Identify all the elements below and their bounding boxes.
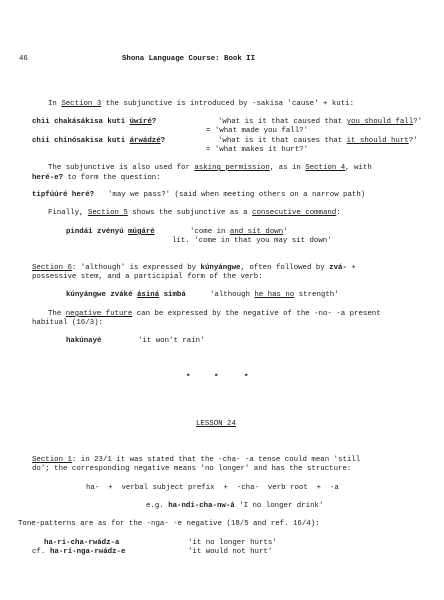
structure-example: e.g. ha-ndi-cha-nw-á 'I no longer drink' xyxy=(146,502,324,510)
section6-paragraph-line2: possessive stem, and a participial form of the verb: xyxy=(32,273,263,281)
tone-example2-shona: ha-rí-nga-rwádz-e xyxy=(50,548,126,556)
section6-paragraph: Section 6: 'although' is expressed by kúnyángwe, often followed by zvá- + xyxy=(32,264,356,272)
s3-example2-gloss2: = 'what makes it hurt?' xyxy=(206,146,309,154)
section3-intro: In Section 3 the subjunctive is introduced by -sakisa 'cause' + kuti: xyxy=(48,100,355,108)
section4-ref: Section 4 xyxy=(305,164,346,172)
s3-example2-gloss: 'what is it that causes that it should hurt?' xyxy=(218,137,418,145)
s5-example-shona: pindái zvényú múgáré xyxy=(66,228,155,236)
section3-ref: Section 3 xyxy=(61,100,102,108)
running-title: Shona Language Course: Book II xyxy=(122,55,256,63)
s4-example-gloss: 'may we pass?' (said when meeting others on a narrow path) xyxy=(108,191,366,199)
negative-future-paragraph: The negative future can be expressed by the negative of the -no- -a present xyxy=(48,310,381,318)
lesson24-section1-paragraph: Section 1: in 23/1 it was stated that the -cha- -a tense could mean 'still xyxy=(32,456,361,464)
structure-formula: ha- + verbal subject prefix + -cha- verb root + -a xyxy=(86,484,339,492)
tone-example2-cf: cf. xyxy=(32,548,46,556)
lesson24-section1-line2: do'; the corresponding negative means 'no longer' and has the structure: xyxy=(32,465,352,473)
negative-future-paragraph-line2: habitual (16/3): xyxy=(32,319,103,327)
tone-example1-gloss: 'it no longer hurts' xyxy=(188,539,277,547)
s3-example1-gloss2: = 'what made you fall?' xyxy=(206,127,309,135)
s4-example-shona: tipfúúré heré? xyxy=(32,191,95,199)
s5-example-gloss1: 'come in and sit down' xyxy=(190,228,288,236)
section5-ref: Section 5 xyxy=(87,209,128,217)
section4-paragraph-line2: heré-e? to form the question: xyxy=(32,174,161,182)
s3-example2-shona: chii chinósakisa kuti árwádzé? xyxy=(32,137,166,145)
s3-example1-shona: chii chakásákisa kuti úwíré? xyxy=(32,118,157,126)
s5-example-gloss2: lit. 'come in that you may sit down' xyxy=(172,237,332,245)
s3-example1-gloss: 'what is it that caused that you should fall?' xyxy=(218,118,423,126)
page-number: 46 xyxy=(19,55,28,63)
s6-example-gloss: 'although he has no strength' xyxy=(210,291,339,299)
tone-pattern-line: Tone-patterns are as for the -nga- -e negative (18/5 and ref. 16/4): xyxy=(18,520,320,528)
negfut-example-shona: hakúnayé xyxy=(66,337,102,345)
separator-asterisk: * xyxy=(186,374,191,382)
separator-asterisk: * xyxy=(244,374,249,382)
section5-paragraph: Finally, Section 5 shows the subjunctive as a consecutive command: xyxy=(48,209,341,217)
tone-example1-shona: ha-ri-cha-rwádz-a xyxy=(44,539,120,547)
tone-example2-gloss: 'it would not hurt' xyxy=(188,548,273,556)
separator-asterisk: * xyxy=(214,374,219,382)
section6-ref: Section 6 xyxy=(32,264,72,272)
lesson-heading: LESSON 24 xyxy=(196,420,236,428)
negfut-example-gloss: 'it won't rain' xyxy=(138,337,205,345)
lesson24-section1-ref: Section 1 xyxy=(32,456,72,464)
s6-example-shona: kúnyángwe zváké ásiná simbá xyxy=(66,291,186,299)
section4-paragraph: The subjunctive is also used for asking permission, as in Section 4, with xyxy=(48,164,372,172)
